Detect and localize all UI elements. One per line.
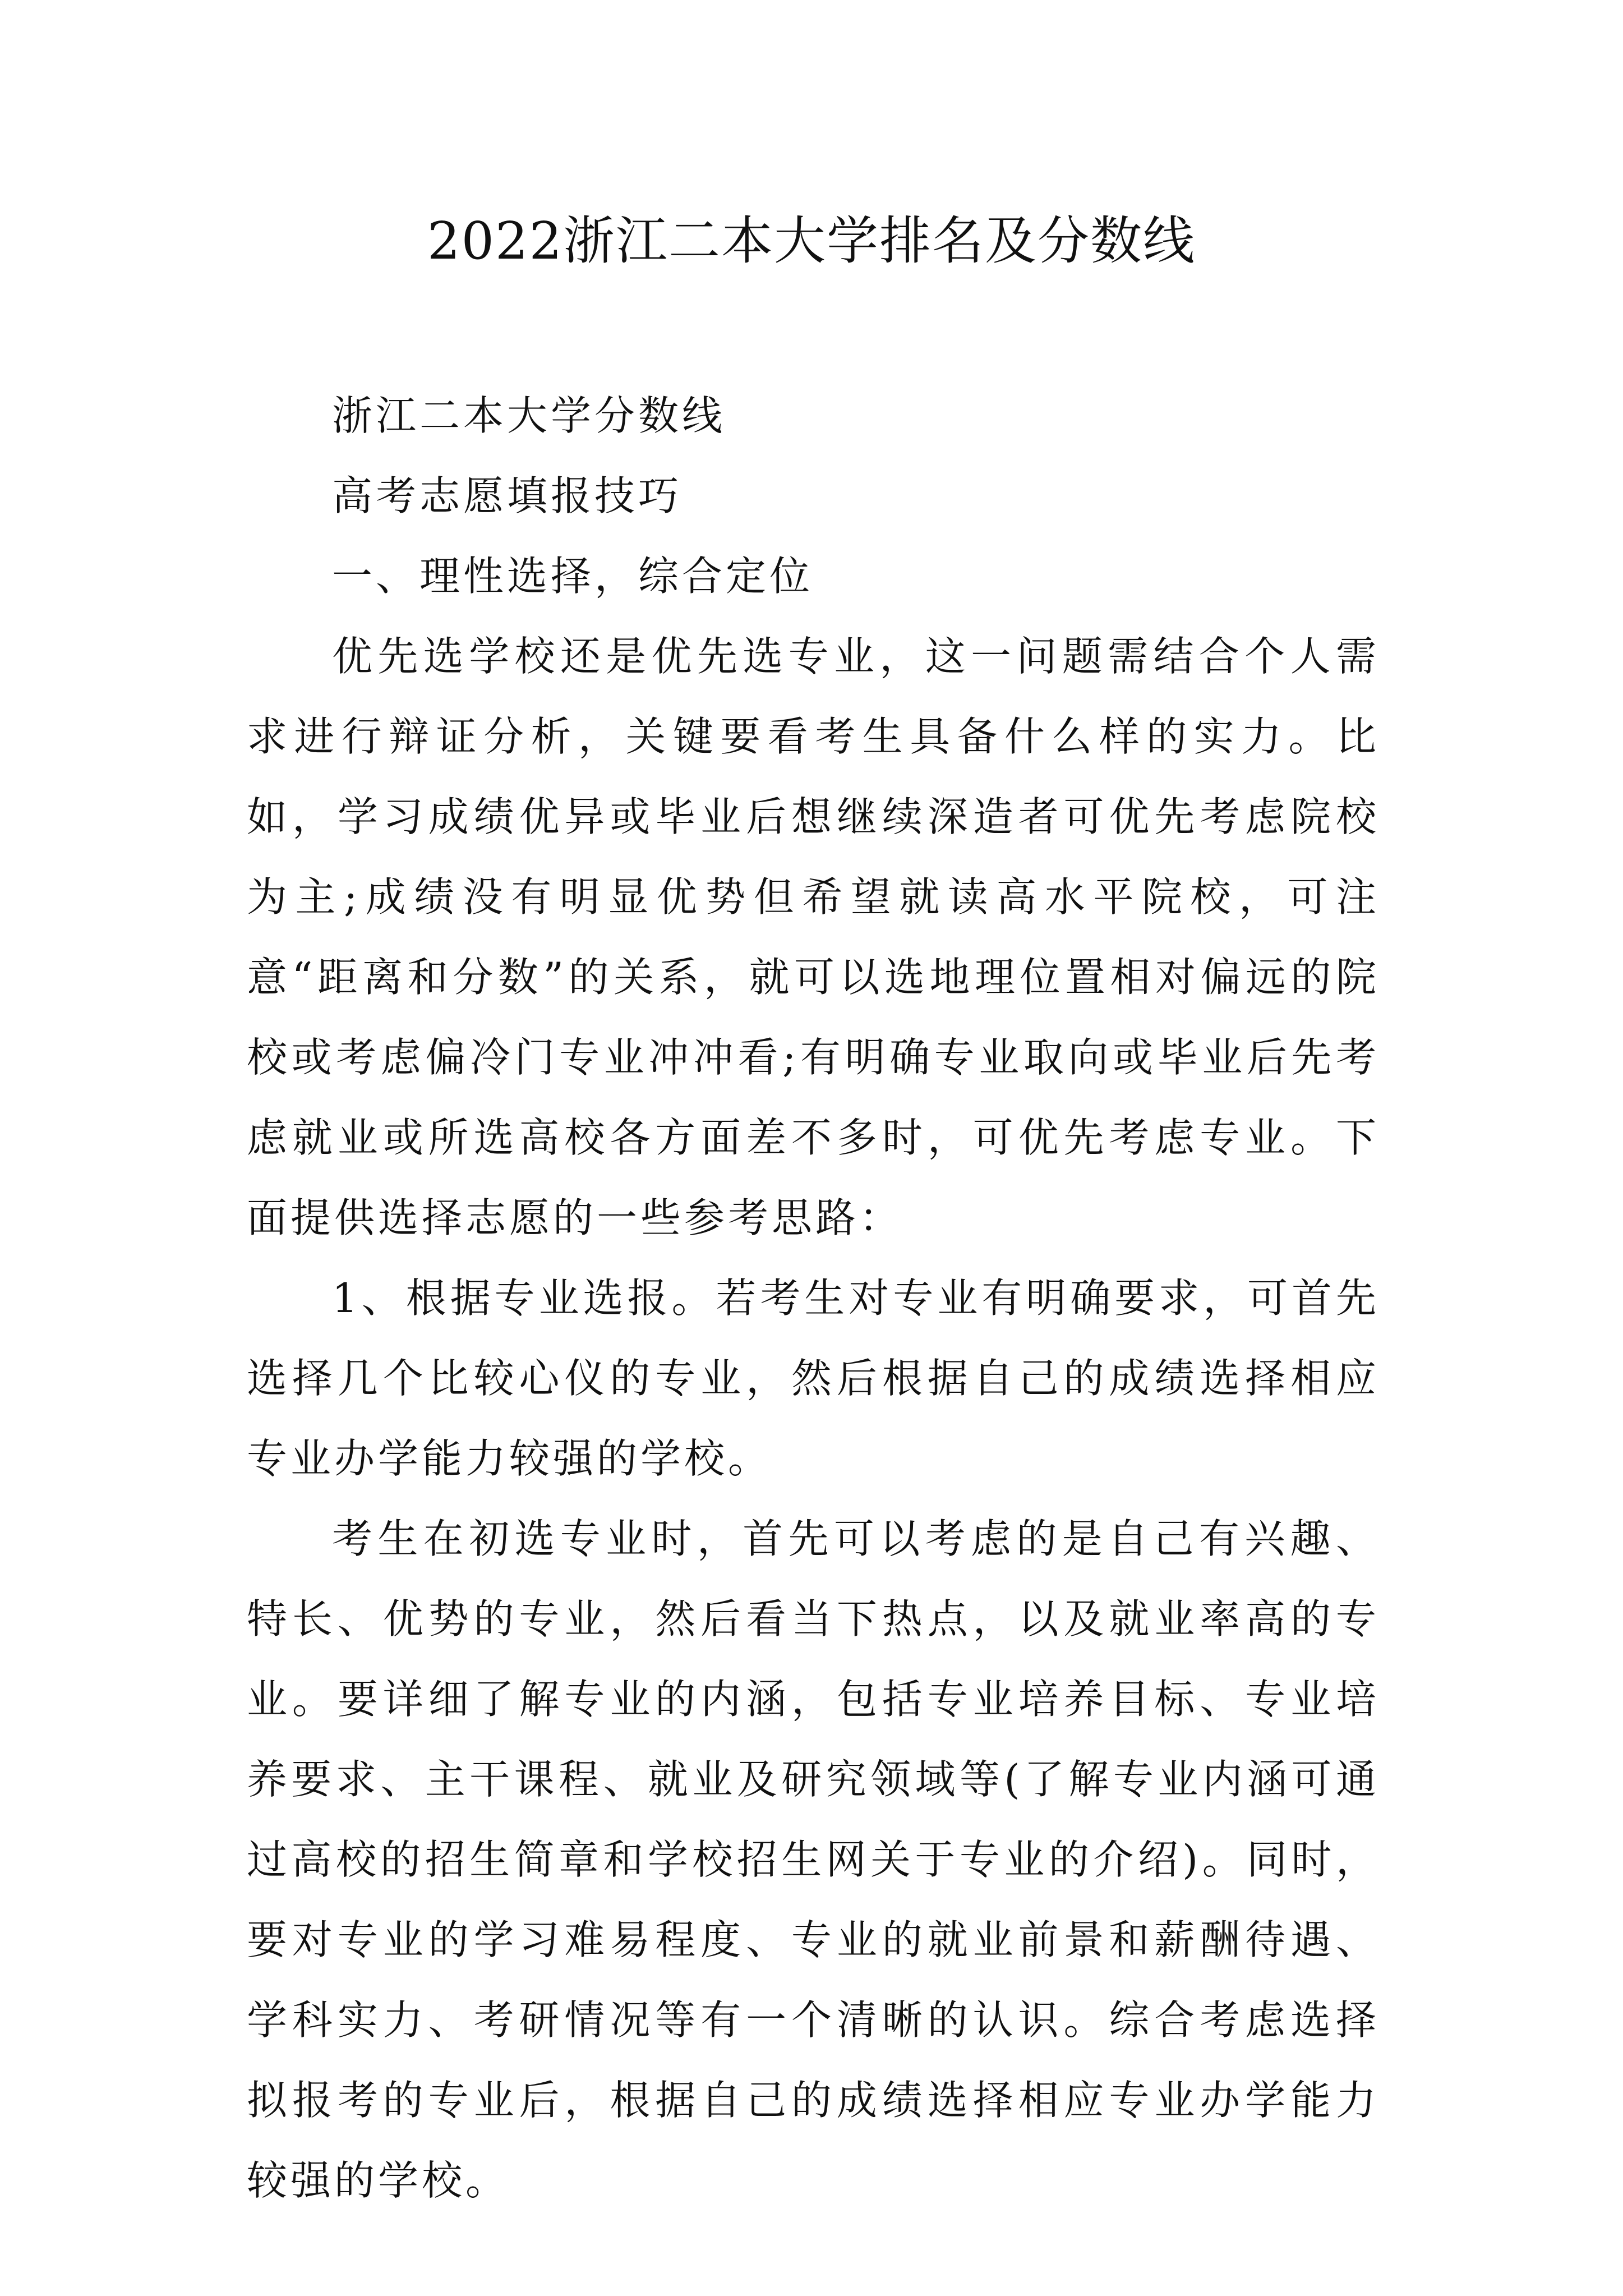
paragraph-heading-scores: 浙江二本大学分数线 bbox=[332, 392, 726, 439]
document-title: 2022浙江二本大学排名及分数线 bbox=[427, 211, 1196, 271]
paragraph-heading-tips: 高考志愿填报技巧 bbox=[332, 472, 683, 519]
paragraph-school-vs-major: 优先选学校还是优先选专业，这一问题需结合个人需求进行辩证分析，关键要看考生具备什么样的实力。比如，学习成绩优异或毕业后想继续深造者可优先考虑院校为主;成绩没有明显优势但希望就读高水平院校，可注意“距离和分数”的关系，就可以选地理位置相对偏远的院校或考虑偏冷门专业冲冲看;有明确专业取向或毕业后先考虑就业或所选高校各方面差不多时，可优先考虑专业。下面提供选择志愿的一些参考思路： bbox=[247, 633, 1380, 1241]
paragraph-choose-by-major: 1、根据专业选报。若考生对专业有明确要求，可首先选择几个比较心仪的专业，然后根据自己的成绩选择相应专业办学能力较强的学校。 bbox=[247, 1274, 1380, 1482]
paragraph-section-one: 一、理性选择，综合定位 bbox=[332, 553, 814, 600]
paragraph-initial-selection: 考生在初选专业时，首先可以考虑的是自己有兴趣、特长、优势的专业，然后看当下热点，以及就业率高的专业。要详细了解专业的内涵，包括专业培养目标、专业培养要求、主干课程、就业及研究领域等(了解专业内涵可通过高校的招生简章和学校招生网关于专业的介绍)。同时，要对专业的学习难易程度、专业的就业前景和薪酬待遇、学科实力、考研情况等有一个清晰的认识。综合考虑选择拟报考的专业后，根据自己的成绩选择相应专业办学能力较强的学校。 bbox=[247, 1515, 1380, 2204]
document-body bbox=[247, 376, 1380, 2221]
